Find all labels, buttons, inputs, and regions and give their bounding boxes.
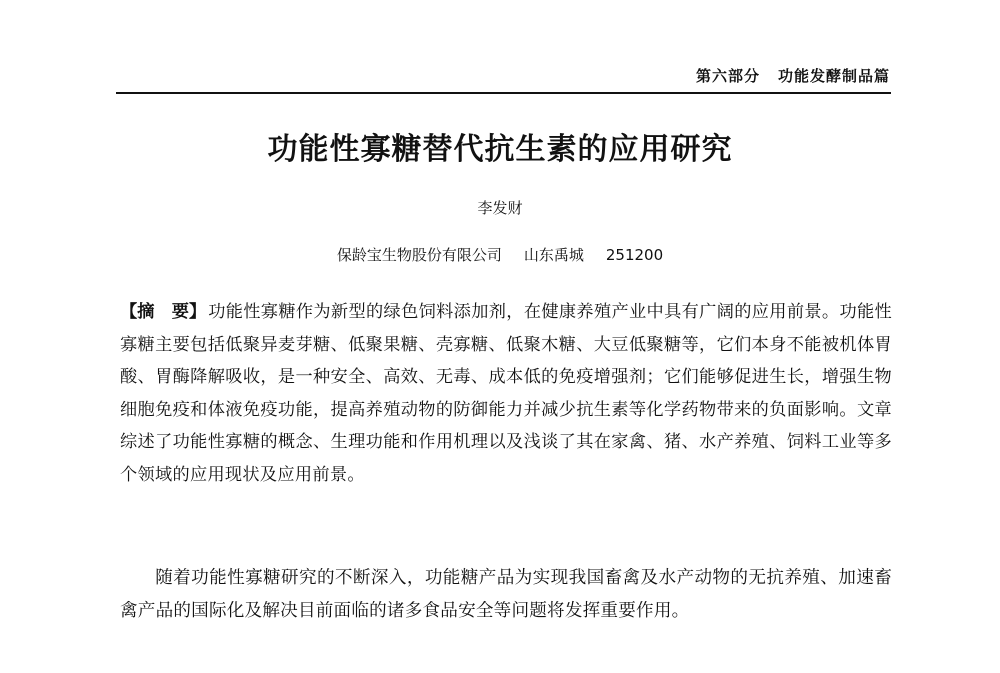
article-author: 李发财 (477, 199, 523, 217)
running-header (120, 66, 890, 86)
abstract (120, 296, 892, 491)
header-rule (116, 92, 891, 94)
intro-paragraph: 随着功能性寡糖研究的不断深入，功能糖产品为实现我国畜禽及水产动物的无抗养殖、加速畜禽产品的国际化及解决目前面临的诸多食品安全等问题将发挥重要作用。 (120, 568, 892, 621)
header-section: 第六部分 (695, 67, 760, 85)
article-affiliation (0, 244, 1000, 266)
affiliation-postcode: 251200 (605, 246, 664, 264)
abstract-label: 【摘 要】 (120, 302, 207, 322)
abstract-text: 功能性寡糖作为新型的绿色饲料添加剂，在健康养殖产业中具有广阔的应用前景。功能性寡糖主要包括低聚异麦芽糖、低聚果糖、壳寡糖、低聚木糖、大豆低聚糖等，它们本身不能被机体胃酸、胃酶降解吸收，是一种安全、高效、无毒、成本低的免疫增强剂；它们能够促进生长，增强生物细胞免疫和体液免疫功能，提高养殖动物的防御能力并减少抗生素等化学药物带来的负面影响。文章综述了功能性寡糖的概念、生理功能和作用机理以及浅谈了其在家禽、猪、水产养殖、饲料工业等多个领域的应用现状及应用前景。 (120, 302, 892, 485)
article-title: 功能性寡糖替代抗生素的应用研究 (267, 132, 733, 167)
affiliation-company: 保龄宝生物股份有限公司 (336, 246, 502, 264)
affiliation-location: 山东禹城 (523, 246, 584, 264)
header-chapter: 功能发酵制品篇 (777, 67, 890, 85)
